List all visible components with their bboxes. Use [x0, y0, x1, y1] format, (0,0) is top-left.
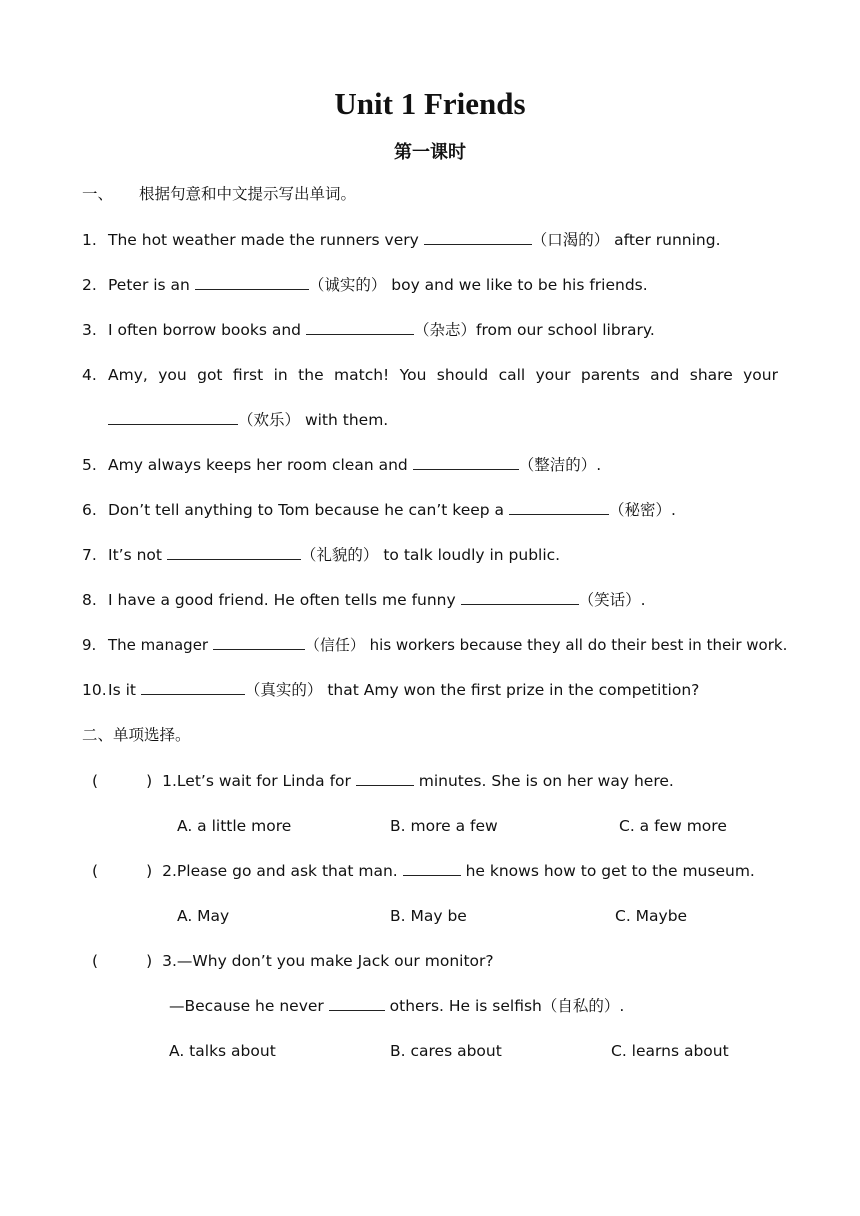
question-text: 2.Please go and ask that man.	[162, 862, 398, 880]
item-text: .	[670, 501, 676, 519]
chinese-hint: （秘密）	[608, 501, 671, 519]
section1-number: 一、	[82, 185, 114, 203]
option-a[interactable]: A. a little more	[177, 817, 292, 835]
page-title: Unit 1 Friends	[334, 86, 526, 121]
item-number: 7.	[82, 546, 97, 564]
item-text: Peter is an	[108, 276, 190, 294]
item-text: .	[596, 456, 602, 474]
answer-blank[interactable]	[108, 410, 238, 425]
item-text: boy and we like to be his friends.	[386, 276, 648, 294]
chinese-hint: （欢乐）	[238, 411, 301, 429]
option-c[interactable]: C. Maybe	[615, 907, 688, 925]
answer-paren-close[interactable]: )	[146, 862, 153, 880]
question-text-line2	[169, 995, 624, 1017]
fill-item	[82, 679, 699, 701]
option-a[interactable]: A. talks about	[169, 1042, 276, 1060]
question-text: 3.—Why don’t you make Jack our monitor?	[162, 952, 494, 970]
item-number: 4.	[82, 366, 97, 384]
item-number: 8.	[82, 591, 97, 609]
item-text: Is it	[108, 681, 136, 699]
fill-item	[82, 634, 787, 656]
item-text: The manager	[108, 636, 209, 654]
item-text: to talk loudly in public.	[378, 546, 561, 564]
question-text: he knows how to get to the museum.	[460, 862, 755, 880]
option-c[interactable]: C. learns about	[611, 1042, 729, 1060]
chinese-hint: （礼貌的）	[300, 546, 379, 564]
option-c[interactable]: C. a few more	[619, 817, 727, 835]
chinese-hint: （笑话）	[578, 591, 641, 609]
chinese-hint: （整洁的）	[518, 456, 597, 474]
answer-blank[interactable]	[141, 680, 245, 695]
choice-question	[92, 860, 755, 882]
item-text: Don’t tell anything to Tom because he can’t keep a	[108, 501, 505, 519]
item-number: 6.	[82, 501, 97, 519]
item-text: that Amy won the first prize in the competition?	[322, 681, 700, 699]
answer-blank[interactable]	[413, 455, 519, 470]
item-text: I have a good friend. He often tells me funny	[108, 591, 456, 609]
item-number: 9.	[82, 636, 97, 654]
item-number: 10.	[82, 681, 107, 699]
section2-heading: 二、单项选择。	[82, 726, 191, 744]
fill-item	[82, 319, 655, 341]
item-text: with them.	[300, 411, 389, 429]
question-blank	[403, 861, 461, 876]
item-text: from our school library.	[475, 321, 655, 339]
answer-blank[interactable]	[195, 275, 309, 290]
answer-blank[interactable]	[306, 320, 414, 335]
choice-question	[92, 770, 674, 792]
lesson-subtitle: 第一课时	[394, 142, 466, 163]
item-number: 3.	[82, 321, 97, 339]
option-b[interactable]: B. cares about	[390, 1042, 502, 1060]
fill-item-continued	[108, 409, 388, 431]
answer-blank[interactable]	[509, 500, 609, 515]
item-text: It’s not	[108, 546, 162, 564]
fill-item	[82, 499, 676, 521]
chinese-hint: （真实的）	[244, 681, 323, 699]
answer-paren-close[interactable]: )	[146, 772, 153, 790]
answer-blank[interactable]	[461, 590, 579, 605]
item-text: I often borrow books and	[108, 321, 302, 339]
item-number: 1.	[82, 231, 97, 249]
option-b[interactable]: B. May be	[390, 907, 467, 925]
chinese-hint: （信任）	[304, 636, 365, 654]
item-text: The hot weather made the runners very	[108, 231, 419, 249]
question-text: others. He is selfish（自私的）.	[384, 997, 625, 1015]
question-text: 1.Let’s wait for Linda for	[162, 772, 351, 790]
chinese-hint: （杂志）	[413, 321, 476, 339]
answer-paren-close[interactable]: )	[146, 952, 153, 970]
fill-item	[82, 229, 721, 251]
answer-paren-open[interactable]: (	[92, 862, 99, 880]
fill-item	[82, 274, 648, 296]
item-text: Amy always keeps her room clean and	[108, 456, 408, 474]
item-number: 5.	[82, 456, 97, 474]
chinese-hint: （口渴的）	[531, 231, 610, 249]
item-text: .	[640, 591, 646, 609]
chinese-hint: （诚实的）	[308, 276, 387, 294]
option-b[interactable]: B. more a few	[390, 817, 498, 835]
item-text: Amy, you got first in the match! You should call your parents and share your	[108, 366, 778, 384]
question-text: minutes. She is on her way here.	[413, 772, 674, 790]
fill-item	[82, 589, 646, 611]
choice-question	[92, 950, 494, 972]
item-number: 2.	[82, 276, 97, 294]
item-text: his workers because they all do their best in their work.	[364, 636, 788, 654]
item-text: after running.	[609, 231, 721, 249]
option-a[interactable]: A. May	[177, 907, 230, 925]
fill-item	[82, 364, 778, 386]
answer-blank[interactable]	[213, 635, 305, 650]
answer-paren-open[interactable]: (	[92, 772, 99, 790]
answer-blank[interactable]	[424, 230, 532, 245]
answer-paren-open[interactable]: (	[92, 952, 99, 970]
fill-item	[82, 544, 560, 566]
question-blank	[329, 996, 385, 1011]
section1-title: 根据句意和中文提示写出单词。	[139, 185, 357, 203]
question-blank	[356, 771, 414, 786]
fill-item	[82, 454, 601, 476]
answer-blank[interactable]	[167, 545, 301, 560]
section1-heading	[82, 183, 356, 205]
question-text: —Because he never	[169, 997, 324, 1015]
